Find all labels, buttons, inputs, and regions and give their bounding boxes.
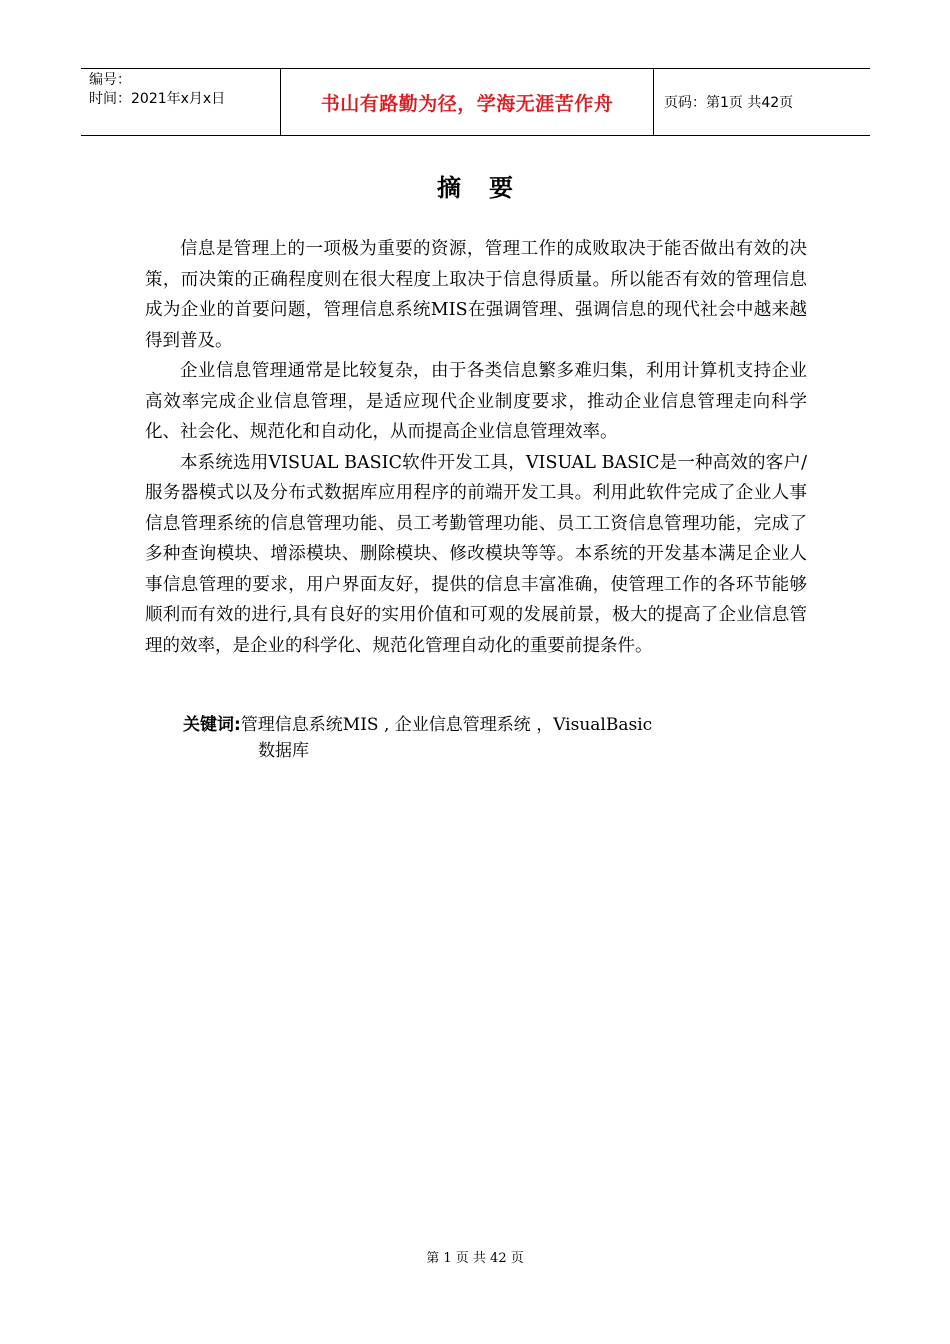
document-number: 编号： [89, 72, 131, 88]
abstract-body [145, 234, 807, 661]
document-date: 时间：2021年x月x日 [89, 91, 226, 107]
page-title: 摘要 [437, 173, 541, 202]
page-header [81, 68, 870, 136]
header-page-info: 页码：第1页 共42页 [664, 95, 794, 111]
header-motto: 书山有路勤为径，学海无涯苦作舟 [281, 69, 654, 135]
keywords-label: 关键词: [183, 715, 241, 735]
keywords-line-2: 数据库 [258, 741, 309, 761]
paragraph: 信息是管理上的一项极为重要的资源，管理工作的成败取决于能否做出有效的决策，而决策的正确程度则在很大程度上取决于信息得质量。所以能否有效的管理信息成为企业的首要问题，管理信息系统MIS在强调管理、强调信息的现代社会中越来越得到普及。 [145, 239, 807, 351]
paragraph: 本系统选用VISUAL BASIC软件开发工具，VISUAL BASIC是一种高效的客户/服务器模式以及分布式数据库应用程序的前端开发工具。利用此软件完成了企业人事信息管理系统的信息管理功能、员工考勤管理功能、员工工资信息管理功能，完成了多种查询模块、增添模块、删除模块、修改模块等等。本系统的开发基本满足企业人事信息管理的要求，用户界面友好，提供的信息丰富准确，使管理工作的各环节能够顺利而有效的进行,具有良好的实用价值和可观的发展前景，极大的提高了企业信息管理的效率，是企业的科学化、规范化管理自动化的重要前提条件。 [145, 452, 807, 656]
keywords-line-1: 管理信息系统MIS , 企业信息管理系统 ，VisualBasic [240, 715, 653, 735]
paragraph: 企业信息管理通常是比较复杂，由于各类信息繁多难归集，利用计算机支持企业高效率完成企业信息管理，是适应现代企业制度要求，推动企业信息管理走向科学化、社会化、规范化和自动化，从而提高企业信息管理效率。 [145, 361, 807, 442]
page-footer: 第 1 页 共 42 页 [426, 1251, 524, 1266]
header-meta [81, 69, 281, 135]
keywords-section [183, 712, 743, 764]
